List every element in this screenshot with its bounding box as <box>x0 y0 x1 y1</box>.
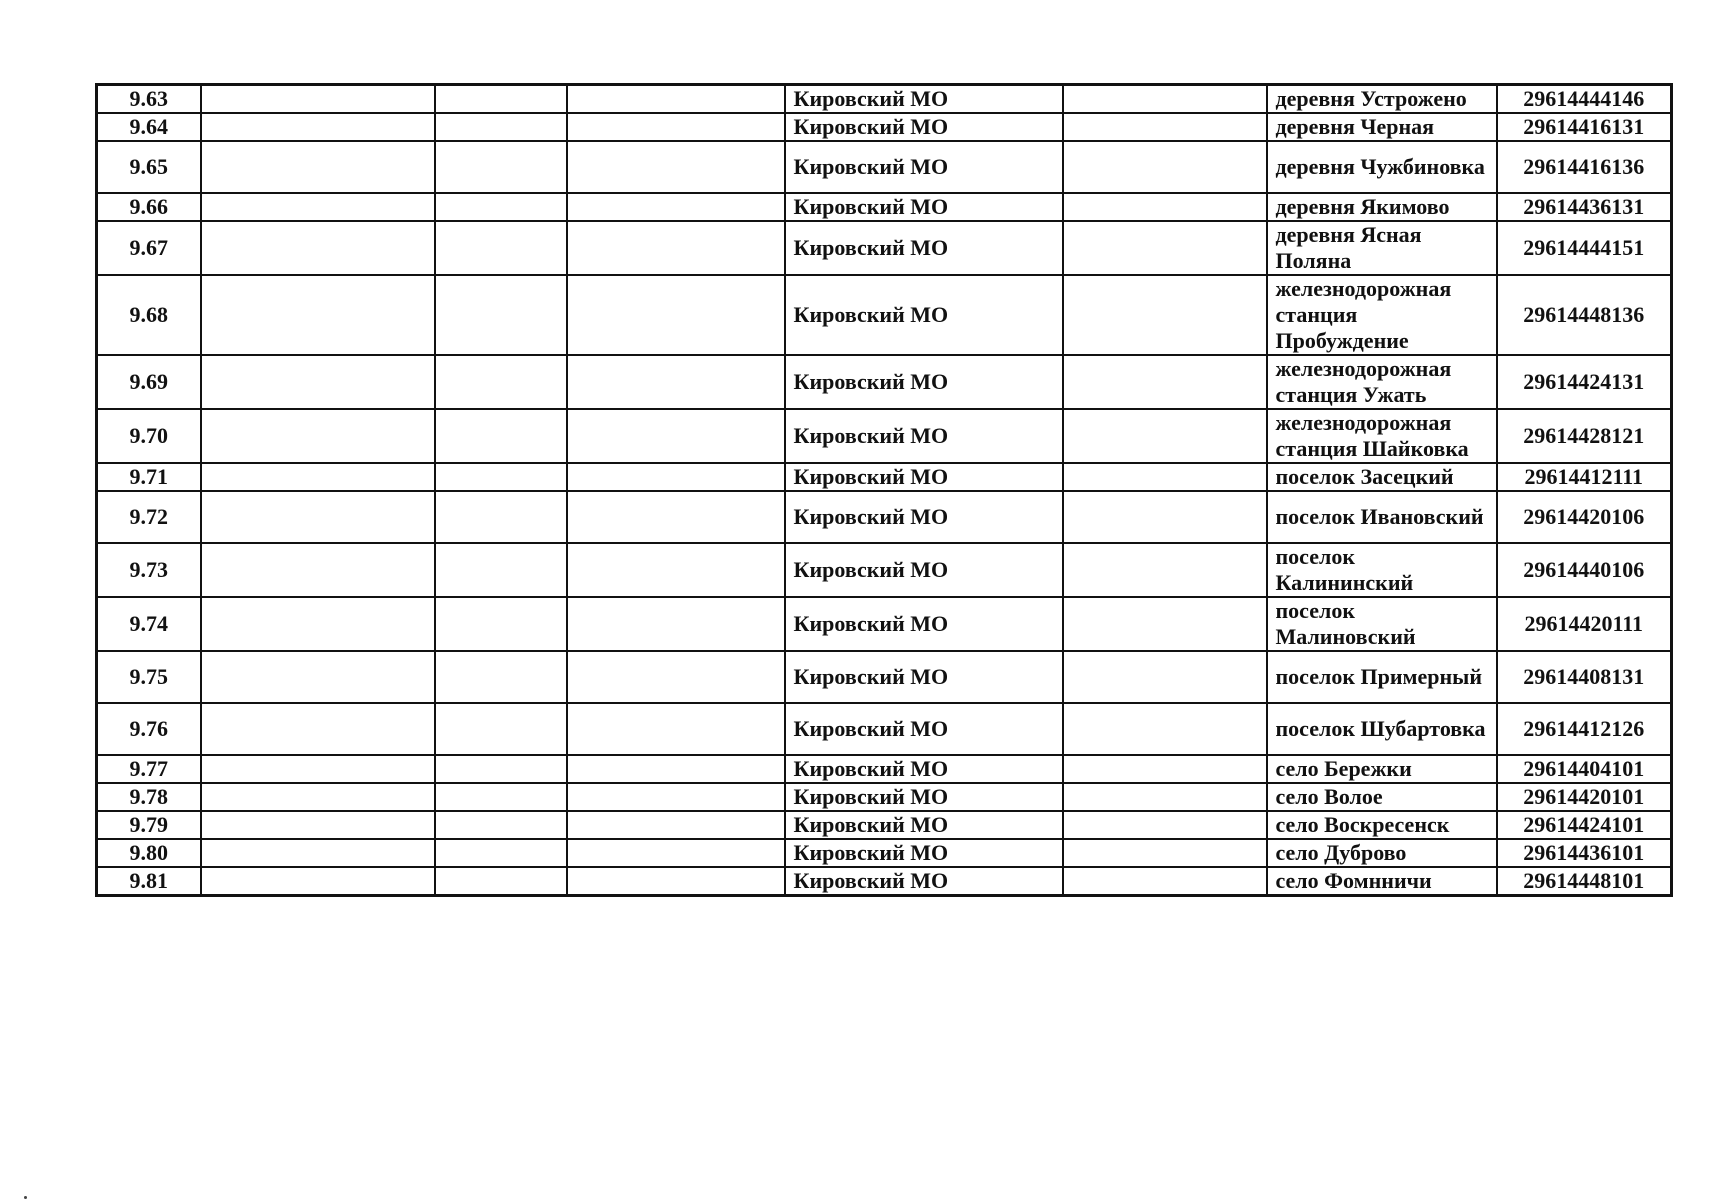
empty-cell <box>435 811 567 839</box>
row-number-cell: 9.72 <box>97 491 201 543</box>
empty-cell <box>567 543 785 597</box>
settlement-cell: железнодорожная станция Пробуждение <box>1267 275 1497 355</box>
row-number-cell: 9.73 <box>97 543 201 597</box>
table-body <box>97 85 1672 896</box>
oktmo-code-cell: 29614424101 <box>1497 811 1672 839</box>
municipality-cell: Кировский МО <box>785 491 1063 543</box>
settlement-cell: поселок Шубартовка <box>1267 703 1497 755</box>
empty-cell <box>201 193 435 221</box>
table-row <box>97 141 1672 193</box>
empty-cell <box>567 839 785 867</box>
municipality-cell: Кировский МО <box>785 463 1063 491</box>
table-row <box>97 221 1672 275</box>
settlement-cell: поселок Малиновский <box>1267 597 1497 651</box>
table-row <box>97 597 1672 651</box>
table-row <box>97 193 1672 221</box>
settlement-cell: село Воскресенск <box>1267 811 1497 839</box>
municipality-cell: Кировский МО <box>785 811 1063 839</box>
municipality-cell: Кировский МО <box>785 597 1063 651</box>
table-row <box>97 783 1672 811</box>
empty-cell <box>1063 409 1267 463</box>
table-row <box>97 811 1672 839</box>
empty-cell <box>1063 543 1267 597</box>
municipality-cell: Кировский МО <box>785 355 1063 409</box>
row-number-cell: 9.78 <box>97 783 201 811</box>
table-row <box>97 275 1672 355</box>
row-number-cell: 9.70 <box>97 409 201 463</box>
empty-cell <box>201 839 435 867</box>
empty-cell <box>201 275 435 355</box>
empty-cell <box>567 463 785 491</box>
empty-cell <box>1063 755 1267 783</box>
row-number-cell: 9.63 <box>97 85 201 114</box>
municipality-cell: Кировский МО <box>785 703 1063 755</box>
row-number-cell: 9.80 <box>97 839 201 867</box>
municipality-cell: Кировский МО <box>785 141 1063 193</box>
municipality-cell: Кировский МО <box>785 221 1063 275</box>
empty-cell <box>201 867 435 896</box>
municipality-cell: Кировский МО <box>785 839 1063 867</box>
empty-cell <box>1063 867 1267 896</box>
empty-cell <box>201 463 435 491</box>
municipality-cell: Кировский МО <box>785 85 1063 114</box>
empty-cell <box>1063 355 1267 409</box>
table-row <box>97 543 1672 597</box>
oktmo-code-cell: 29614416131 <box>1497 113 1672 141</box>
empty-cell <box>567 783 785 811</box>
settlements-table <box>95 83 1673 897</box>
oktmo-code-cell: 29614420106 <box>1497 491 1672 543</box>
empty-cell <box>567 141 785 193</box>
empty-cell <box>435 355 567 409</box>
empty-cell <box>201 783 435 811</box>
table-row <box>97 839 1672 867</box>
row-number-cell: 9.81 <box>97 867 201 896</box>
empty-cell <box>435 839 567 867</box>
empty-cell <box>567 755 785 783</box>
settlement-cell: деревня Устрожено <box>1267 85 1497 114</box>
empty-cell <box>567 221 785 275</box>
municipality-cell: Кировский МО <box>785 193 1063 221</box>
oktmo-code-cell: 29614444151 <box>1497 221 1672 275</box>
oktmo-code-cell: 29614424131 <box>1497 355 1672 409</box>
empty-cell <box>1063 275 1267 355</box>
empty-cell <box>567 651 785 703</box>
empty-cell <box>1063 491 1267 543</box>
settlement-cell: поселок Примерный <box>1267 651 1497 703</box>
empty-cell <box>567 355 785 409</box>
row-number-cell: 9.74 <box>97 597 201 651</box>
settlement-cell: деревня Черная <box>1267 113 1497 141</box>
row-number-cell: 9.77 <box>97 755 201 783</box>
empty-cell <box>435 597 567 651</box>
oktmo-code-cell: 29614404101 <box>1497 755 1672 783</box>
empty-cell <box>435 275 567 355</box>
settlement-cell: село Волое <box>1267 783 1497 811</box>
table-row <box>97 755 1672 783</box>
scan-speck <box>24 1196 27 1199</box>
table-row <box>97 85 1672 114</box>
empty-cell <box>201 491 435 543</box>
settlement-cell: деревня Якимово <box>1267 193 1497 221</box>
empty-cell <box>201 113 435 141</box>
empty-cell <box>201 597 435 651</box>
empty-cell <box>1063 651 1267 703</box>
oktmo-code-cell: 29614440106 <box>1497 543 1672 597</box>
table-row <box>97 463 1672 491</box>
row-number-cell: 9.65 <box>97 141 201 193</box>
empty-cell <box>435 867 567 896</box>
table-row <box>97 491 1672 543</box>
empty-cell <box>1063 839 1267 867</box>
empty-cell <box>1063 463 1267 491</box>
empty-cell <box>1063 811 1267 839</box>
empty-cell <box>1063 221 1267 275</box>
oktmo-code-cell: 29614448136 <box>1497 275 1672 355</box>
oktmo-code-cell: 29614444146 <box>1497 85 1672 114</box>
empty-cell <box>1063 85 1267 114</box>
oktmo-code-cell: 29614448101 <box>1497 867 1672 896</box>
empty-cell <box>435 409 567 463</box>
row-number-cell: 9.71 <box>97 463 201 491</box>
empty-cell <box>435 491 567 543</box>
settlement-cell: железнодорожная станция Ужать <box>1267 355 1497 409</box>
settlement-cell: поселок Ивановский <box>1267 491 1497 543</box>
oktmo-code-cell: 29614420101 <box>1497 783 1672 811</box>
empty-cell <box>567 409 785 463</box>
row-number-cell: 9.76 <box>97 703 201 755</box>
empty-cell <box>435 221 567 275</box>
oktmo-code-cell: 29614412111 <box>1497 463 1672 491</box>
row-number-cell: 9.66 <box>97 193 201 221</box>
empty-cell <box>1063 597 1267 651</box>
settlement-cell: поселок Калининский <box>1267 543 1497 597</box>
row-number-cell: 9.69 <box>97 355 201 409</box>
empty-cell <box>201 85 435 114</box>
empty-cell <box>435 193 567 221</box>
empty-cell <box>435 703 567 755</box>
oktmo-code-cell: 29614428121 <box>1497 409 1672 463</box>
empty-cell <box>435 543 567 597</box>
settlement-cell: село Дуброво <box>1267 839 1497 867</box>
empty-cell <box>435 113 567 141</box>
empty-cell <box>567 113 785 141</box>
empty-cell <box>567 193 785 221</box>
row-number-cell: 9.64 <box>97 113 201 141</box>
oktmo-code-cell: 29614416136 <box>1497 141 1672 193</box>
oktmo-code-cell: 29614420111 <box>1497 597 1672 651</box>
empty-cell <box>1063 783 1267 811</box>
empty-cell <box>567 275 785 355</box>
table-row <box>97 113 1672 141</box>
empty-cell <box>435 651 567 703</box>
empty-cell <box>435 463 567 491</box>
table-row <box>97 355 1672 409</box>
table-row <box>97 651 1672 703</box>
empty-cell <box>201 703 435 755</box>
table-row <box>97 703 1672 755</box>
municipality-cell: Кировский МО <box>785 867 1063 896</box>
empty-cell <box>1063 193 1267 221</box>
table-row <box>97 867 1672 896</box>
empty-cell <box>435 85 567 114</box>
settlement-cell: деревня Чужбиновка <box>1267 141 1497 193</box>
oktmo-code-cell: 29614412126 <box>1497 703 1672 755</box>
empty-cell <box>435 755 567 783</box>
empty-cell <box>435 141 567 193</box>
empty-cell <box>201 651 435 703</box>
empty-cell <box>201 811 435 839</box>
empty-cell <box>201 221 435 275</box>
municipality-cell: Кировский МО <box>785 543 1063 597</box>
empty-cell <box>1063 141 1267 193</box>
empty-cell <box>201 543 435 597</box>
municipality-cell: Кировский МО <box>785 755 1063 783</box>
municipality-cell: Кировский МО <box>785 275 1063 355</box>
table-row <box>97 409 1672 463</box>
municipality-cell: Кировский МО <box>785 113 1063 141</box>
settlement-cell: деревня Ясная Поляна <box>1267 221 1497 275</box>
empty-cell <box>435 783 567 811</box>
municipality-cell: Кировский МО <box>785 783 1063 811</box>
row-number-cell: 9.67 <box>97 221 201 275</box>
empty-cell <box>567 85 785 114</box>
empty-cell <box>567 703 785 755</box>
empty-cell <box>1063 113 1267 141</box>
settlement-cell: железнодорожная станция Шайковка <box>1267 409 1497 463</box>
municipality-cell: Кировский МО <box>785 409 1063 463</box>
settlement-cell: село Фомнничи <box>1267 867 1497 896</box>
row-number-cell: 9.79 <box>97 811 201 839</box>
empty-cell <box>567 867 785 896</box>
empty-cell <box>567 811 785 839</box>
empty-cell <box>201 755 435 783</box>
settlement-cell: поселок Засецкий <box>1267 463 1497 491</box>
settlement-cell: село Бережки <box>1267 755 1497 783</box>
oktmo-code-cell: 29614436101 <box>1497 839 1672 867</box>
empty-cell <box>567 491 785 543</box>
oktmo-code-cell: 29614436131 <box>1497 193 1672 221</box>
oktmo-code-cell: 29614408131 <box>1497 651 1672 703</box>
municipality-cell: Кировский МО <box>785 651 1063 703</box>
empty-cell <box>567 597 785 651</box>
row-number-cell: 9.68 <box>97 275 201 355</box>
empty-cell <box>201 409 435 463</box>
empty-cell <box>201 355 435 409</box>
empty-cell <box>1063 703 1267 755</box>
row-number-cell: 9.75 <box>97 651 201 703</box>
empty-cell <box>201 141 435 193</box>
